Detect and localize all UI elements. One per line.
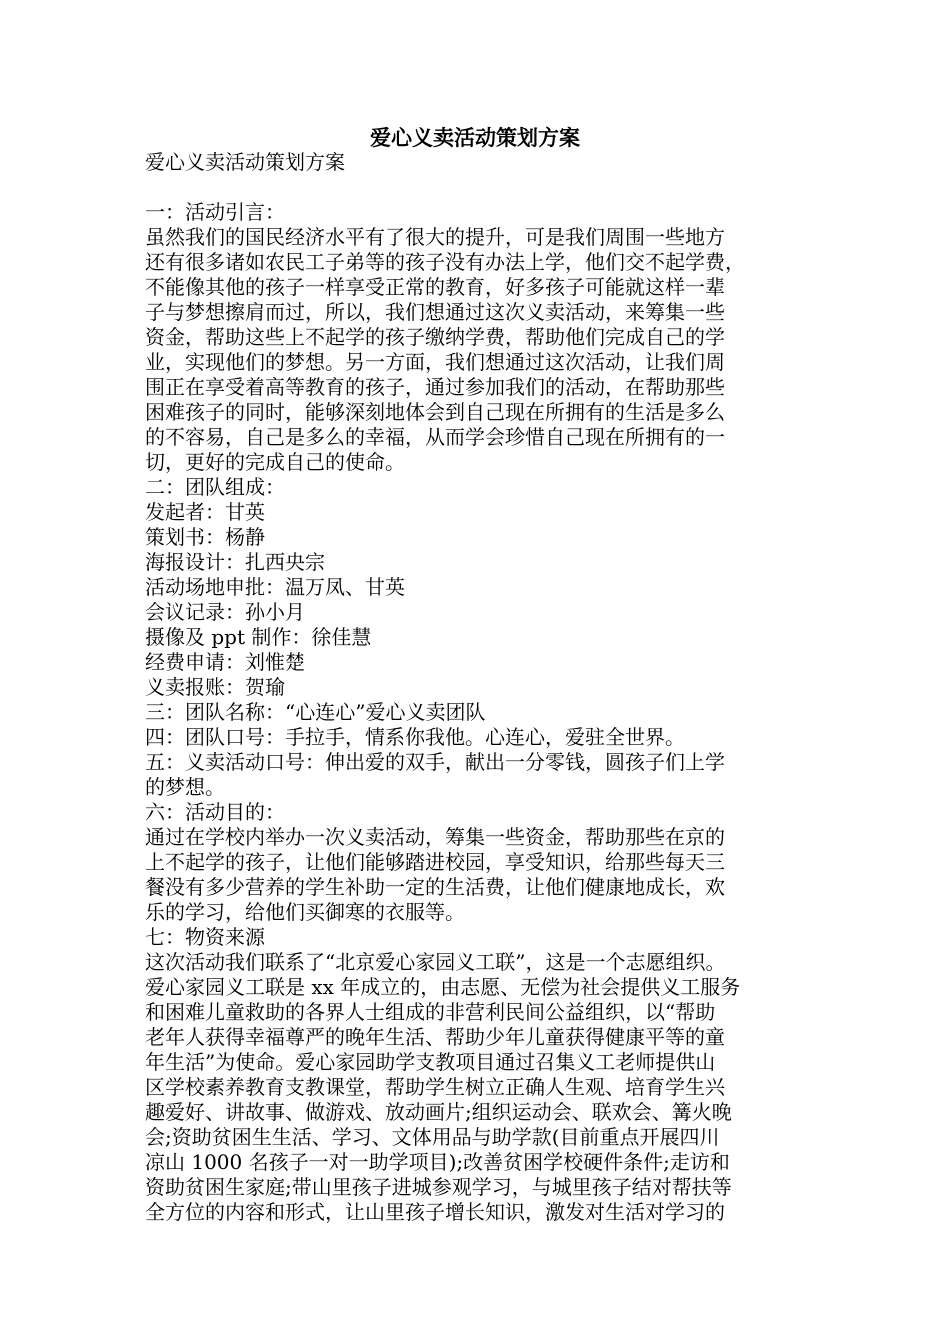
text-line: 虽然我们的国民经济水平有了很大的提升，可是我们周围一些地方 [145,225,725,249]
text-line: 一：活动引言： [145,200,285,224]
text-line: 爱心家园义工联是 xx 年成立的，由志愿、无偿为社会提供义工服务 [145,975,741,999]
document-subtitle: 爱心义卖活动策划方案 [145,150,345,174]
text-line: 通过在学校内举办一次义卖活动，筹集一些资金，帮助那些在京的 [145,825,725,849]
text-line: 和困难儿童救助的各界人士组成的非营利民间公益组织，以“帮助 [145,1000,716,1024]
text-line: 趣爱好、讲故事、做游戏、放动画片;组织运动会、联欢会、篝火晚 [145,1100,732,1124]
text-line: 二：团队组成： [145,475,285,499]
text-line: 策划书：杨静 [145,525,265,549]
text-line: 餐没有多少营养的学生补助一定的生活费，让他们健康地成长，欢 [145,875,725,899]
text-line: 五：义卖活动口号：伸出爱的双手，献出一分零钱，圆孩子们上学 [145,750,725,774]
text-line: 会议记录：孙小月 [145,600,305,624]
text-line: 切，更好的完成自己的使命。 [145,450,405,474]
text-line: 海报设计：扎西央宗 [145,550,325,574]
text-line: 这次活动我们联系了“北京爱心家园义工联”，这是一个志愿组织。 [145,950,726,974]
document-title: 爱心义卖活动策划方案 [370,125,580,150]
blank-line [145,175,815,200]
paragraph-lines [145,200,815,1225]
text-line: 不能像其他的孩子一样享受正常的教育，好多孩子可能就这样一辈 [145,275,725,299]
text-line: 区学校素养教育支教课堂，帮助学生树立正确人生观、培育学生兴 [145,1075,725,1099]
text-line: 摄像及 ppt 制作：徐佳慧 [145,625,372,649]
text-line: 七：物资来源 [145,925,265,949]
text-line: 经费申请：刘惟楚 [145,650,305,674]
text-line: 资助贫困生家庭;带山里孩子进城参观学习，与城里孩子结对帮扶等 [145,1175,732,1199]
text-line: 业，实现他们的梦想。另一方面，我们想通过这次活动，让我们周 [145,350,725,374]
text-line: 三：团队名称：“心连心”爱心义卖团队 [145,700,486,724]
text-line: 资金，帮助这些上不起学的孩子缴纳学费，帮助他们完成自己的学 [145,325,725,349]
text-line: 四：团队口号：手拉手，情系你我他。心连心，爱驻全世界。 [145,725,685,749]
text-line: 发起者：甘英 [145,500,265,524]
text-line: 围正在享受着高等教育的孩子，通过参加我们的活动，在帮助那些 [145,375,725,399]
text-line: 困难孩子的同时，能够深刻地体会到自己现在所拥有的生活是多么 [145,400,725,424]
text-line: 还有很多诸如农民工子弟等的孩子没有办法上学，他们交不起学费， [145,250,745,274]
text-line: 的梦想。 [145,775,225,799]
text-line: 全方位的内容和形式，让山里孩子增长知识，激发对生活对学习的 [145,1200,725,1224]
document-body [145,150,815,1225]
text-line: 义卖报账：贺瑜 [145,675,285,699]
text-line: 上不起学的孩子，让他们能够踏进校园，享受知识，给那些每天三 [145,850,725,874]
text-line: 年生活”为使命。爱心家园助学支教项目通过召集义工老师提供山 [145,1050,716,1074]
text-line: 老年人获得幸福尊严的晚年生活、帮助少年儿童获得健康平等的童 [145,1025,725,1049]
text-line: 子与梦想擦肩而过，所以，我们想通过这次义卖活动，来筹集一些 [145,300,725,324]
text-line: 活动场地申批：温万凤、甘英 [145,575,405,599]
text-line: 凉山 1000 名孩子一对一助学项目);改善贫困学校硬件条件;走访和 [145,1150,730,1174]
text-line: 六：活动目的： [145,800,285,824]
text-line: 乐的学习，给他们买御寒的衣服等。 [145,900,465,924]
text-line: 会;资助贫困生生活、学习、文体用品与助学款(目前重点开展四川 [145,1125,720,1149]
text-line: 的不容易，自己是多么的幸福，从而学会珍惜自己现在所拥有的一 [145,425,725,449]
